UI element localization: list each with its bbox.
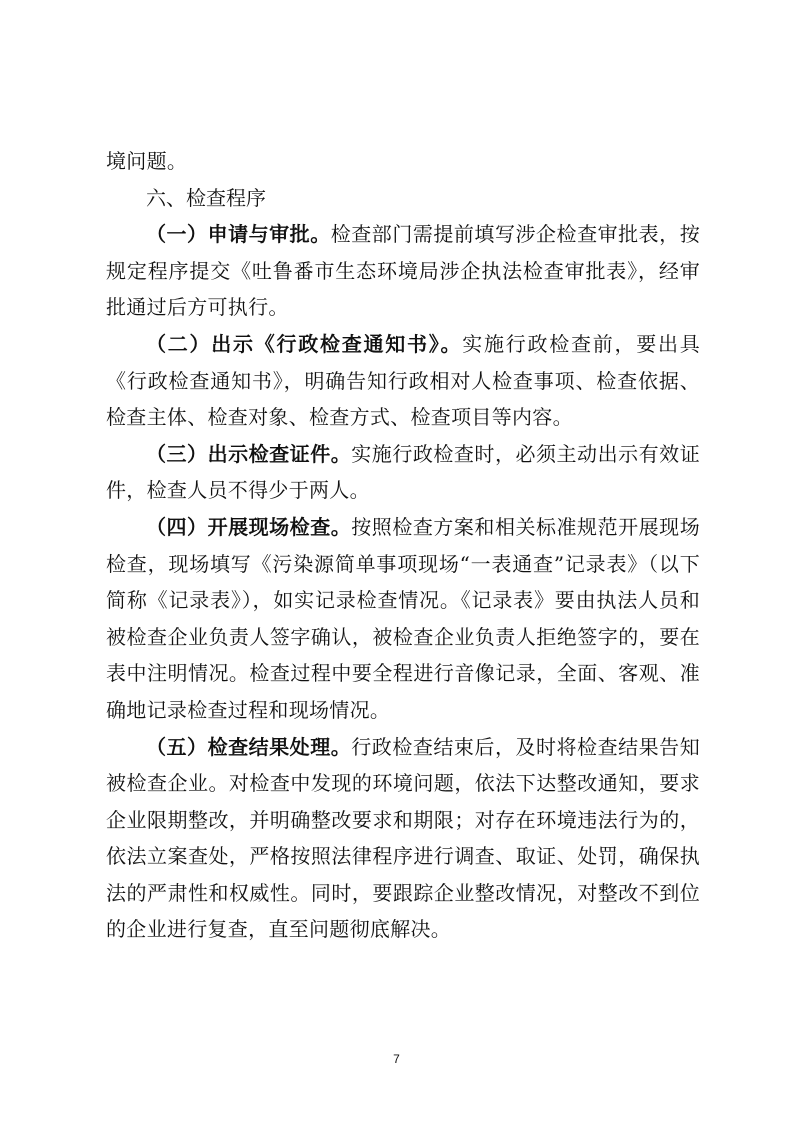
page-number: 7	[393, 1052, 400, 1066]
paragraph-body: 按照检查方案和相关标准规范开展现场检查，现场填写《污染源简单事项现场“一表通查”记录表》（以下简称《记录表》），如实记录检查情况。《记录表》要由执法人员和被检查企业负责人签字确认，被检查企业负责人拒绝签字的，要在表中注明情况。检查过程中要全程进行音像记录，全面、客观、准确地记录检查过程和现场情况。	[106, 514, 700, 722]
paragraph-application-approval	[106, 216, 700, 326]
paragraph-lead: （四）开展现场检查。	[146, 514, 352, 539]
paragraph-lead: （五）检查结果处理。	[146, 734, 352, 759]
paragraph-result-handling	[106, 729, 700, 949]
paragraph-show-credentials	[106, 436, 700, 509]
paragraph-inspection-notice	[106, 326, 700, 436]
continuation-text: 境问题。	[106, 149, 188, 173]
paragraph-onsite-inspection	[106, 509, 700, 729]
paragraph-body: 实施行政检查时，必须主动出示有效证件，检查人员不得少于两人。	[106, 441, 700, 503]
section-heading: 六、检查程序	[146, 185, 266, 210]
paragraph-body: 行政检查结束后，及时将检查结果告知被检查企业。对检查中发现的环境问题，依法下达整改通知，要求企业限期整改，并明确整改要求和期限；对存在环境违法行为的，依法立案查处，严格按照法律程序进行调查、取证、处罚，确保执法的严肃性和权威性。同时，要跟踪企业整改情况，对整改不到位的企业进行复查，直至问题彻底解决。	[106, 734, 700, 942]
document-body	[106, 143, 700, 948]
paragraph-lead: （一）申请与审批。	[146, 222, 331, 247]
paragraph-lead: （二）出示《行政检查通知书》。	[146, 331, 463, 356]
paragraph-lead: （三）出示检查证件。	[146, 441, 352, 466]
paragraph-body: 实施行政检查前，要出具《行政检查通知书》，明确告知行政相对人检查事项、检查依据、检查主体、检查对象、检查方式、检查项目等内容。	[106, 331, 700, 430]
paragraph-body: 检查部门需提前填写涉企检查审批表，按规定程序提交《吐鲁番市生态环境局涉企执法检查审批表》，经审批通过后方可执行。	[106, 222, 701, 320]
